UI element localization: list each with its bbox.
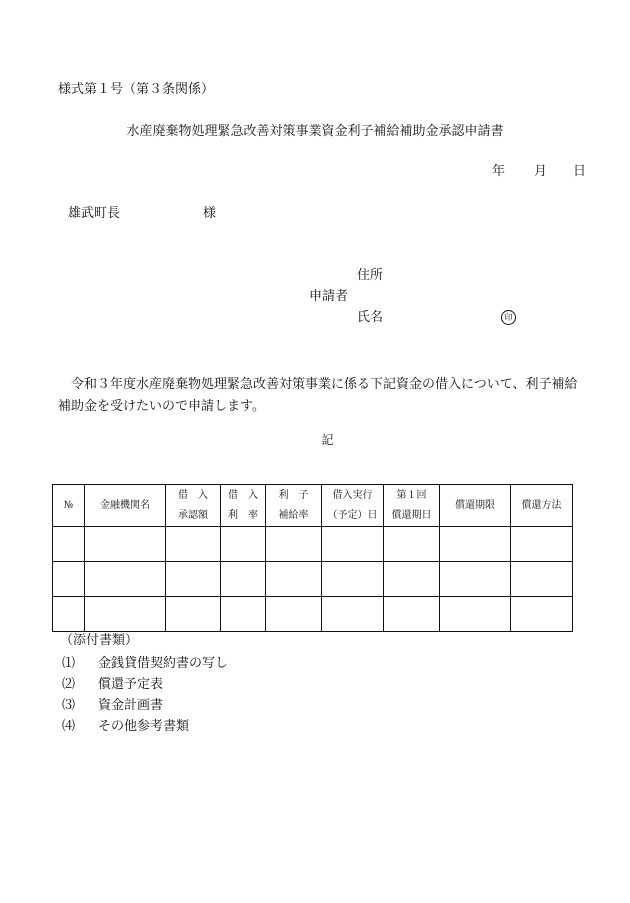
- seal-mark: 印: [501, 310, 516, 325]
- attachment-item: [62, 720, 189, 733]
- body-text: 令和３年度水産廃棄物処理緊急改善対策事業に係る下記資金の借入について、利子補給補助金を受けたいので申請します。: [58, 377, 578, 414]
- honorific: 様: [203, 206, 217, 221]
- applicant-label: 申請者: [309, 289, 349, 304]
- table-cell[interactable]: [221, 562, 266, 597]
- ki-heading: 記: [321, 433, 334, 447]
- table-cell[interactable]: [166, 597, 221, 632]
- table-header-row: [53, 485, 573, 527]
- attachment-number: ⑷: [62, 719, 76, 734]
- date-year-label: 年: [492, 164, 506, 179]
- address-label: 住所: [357, 268, 384, 283]
- table-cell[interactable]: [322, 562, 384, 597]
- loan-table: [52, 484, 573, 632]
- attachment-item: [62, 699, 163, 712]
- table-cell[interactable]: [266, 527, 322, 562]
- attachments-title: （添付書類）: [60, 633, 139, 648]
- table-cell[interactable]: [384, 597, 440, 632]
- header-repayment-deadline: 償還期限: [440, 485, 511, 527]
- table-row: [53, 527, 573, 562]
- table-cell[interactable]: [266, 597, 322, 632]
- header-approved-amount: 借 入 承認額: [166, 485, 221, 527]
- table-cell[interactable]: [166, 562, 221, 597]
- attachment-number: ⑵: [62, 677, 76, 692]
- addressee: 雄武町長: [68, 206, 121, 221]
- table-cell[interactable]: [166, 527, 221, 562]
- name-label: 氏名: [357, 310, 384, 325]
- header-no: №: [53, 485, 85, 527]
- table-cell[interactable]: [511, 597, 573, 632]
- table-cell[interactable]: [266, 562, 322, 597]
- table-cell[interactable]: [511, 562, 573, 597]
- table-cell[interactable]: [85, 527, 166, 562]
- table-row: [53, 562, 573, 597]
- attachment-text: 金銭貸借契約書の写し: [98, 656, 229, 671]
- table-cell[interactable]: [85, 562, 166, 597]
- attachment-number: ⑴: [62, 656, 76, 671]
- table-cell[interactable]: [53, 597, 85, 632]
- table-cell[interactable]: [85, 597, 166, 632]
- header-repayment-method: 償還方法: [511, 485, 573, 527]
- table-cell[interactable]: [440, 562, 511, 597]
- header-bank-name: 金融機関名: [85, 485, 166, 527]
- attachment-item: [62, 678, 163, 691]
- form-number: 様式第１号（第３条関係）: [58, 82, 215, 97]
- header-subsidy-rate: 利 子 補給率: [266, 485, 322, 527]
- table-cell[interactable]: [511, 527, 573, 562]
- attachment-text: 償還予定表: [98, 677, 164, 692]
- attachment-item: [62, 657, 228, 670]
- table-cell[interactable]: [384, 562, 440, 597]
- document-title: 水産廃棄物処理緊急改善対策事業資金利子補給補助金承認申請書: [126, 124, 504, 139]
- header-loan-date: 借入実行 （予定）日: [322, 485, 384, 527]
- table-cell[interactable]: [53, 527, 85, 562]
- attachment-text: 資金計画書: [98, 698, 164, 713]
- table-cell[interactable]: [440, 527, 511, 562]
- date-day-label: 日: [573, 164, 587, 179]
- table-row: [53, 597, 573, 632]
- table-cell[interactable]: [322, 597, 384, 632]
- table-cell[interactable]: [53, 562, 85, 597]
- header-first-repayment: 第１回 償還期日: [384, 485, 440, 527]
- table-cell[interactable]: [440, 597, 511, 632]
- header-interest-rate: 借 入 利 率: [221, 485, 266, 527]
- table-cell[interactable]: [221, 527, 266, 562]
- attachment-text: その他参考書類: [98, 719, 190, 734]
- table-cell[interactable]: [384, 527, 440, 562]
- table-cell[interactable]: [322, 527, 384, 562]
- date-month-label: 月: [534, 164, 548, 179]
- table-cell[interactable]: [221, 597, 266, 632]
- attachment-number: ⑶: [62, 698, 76, 713]
